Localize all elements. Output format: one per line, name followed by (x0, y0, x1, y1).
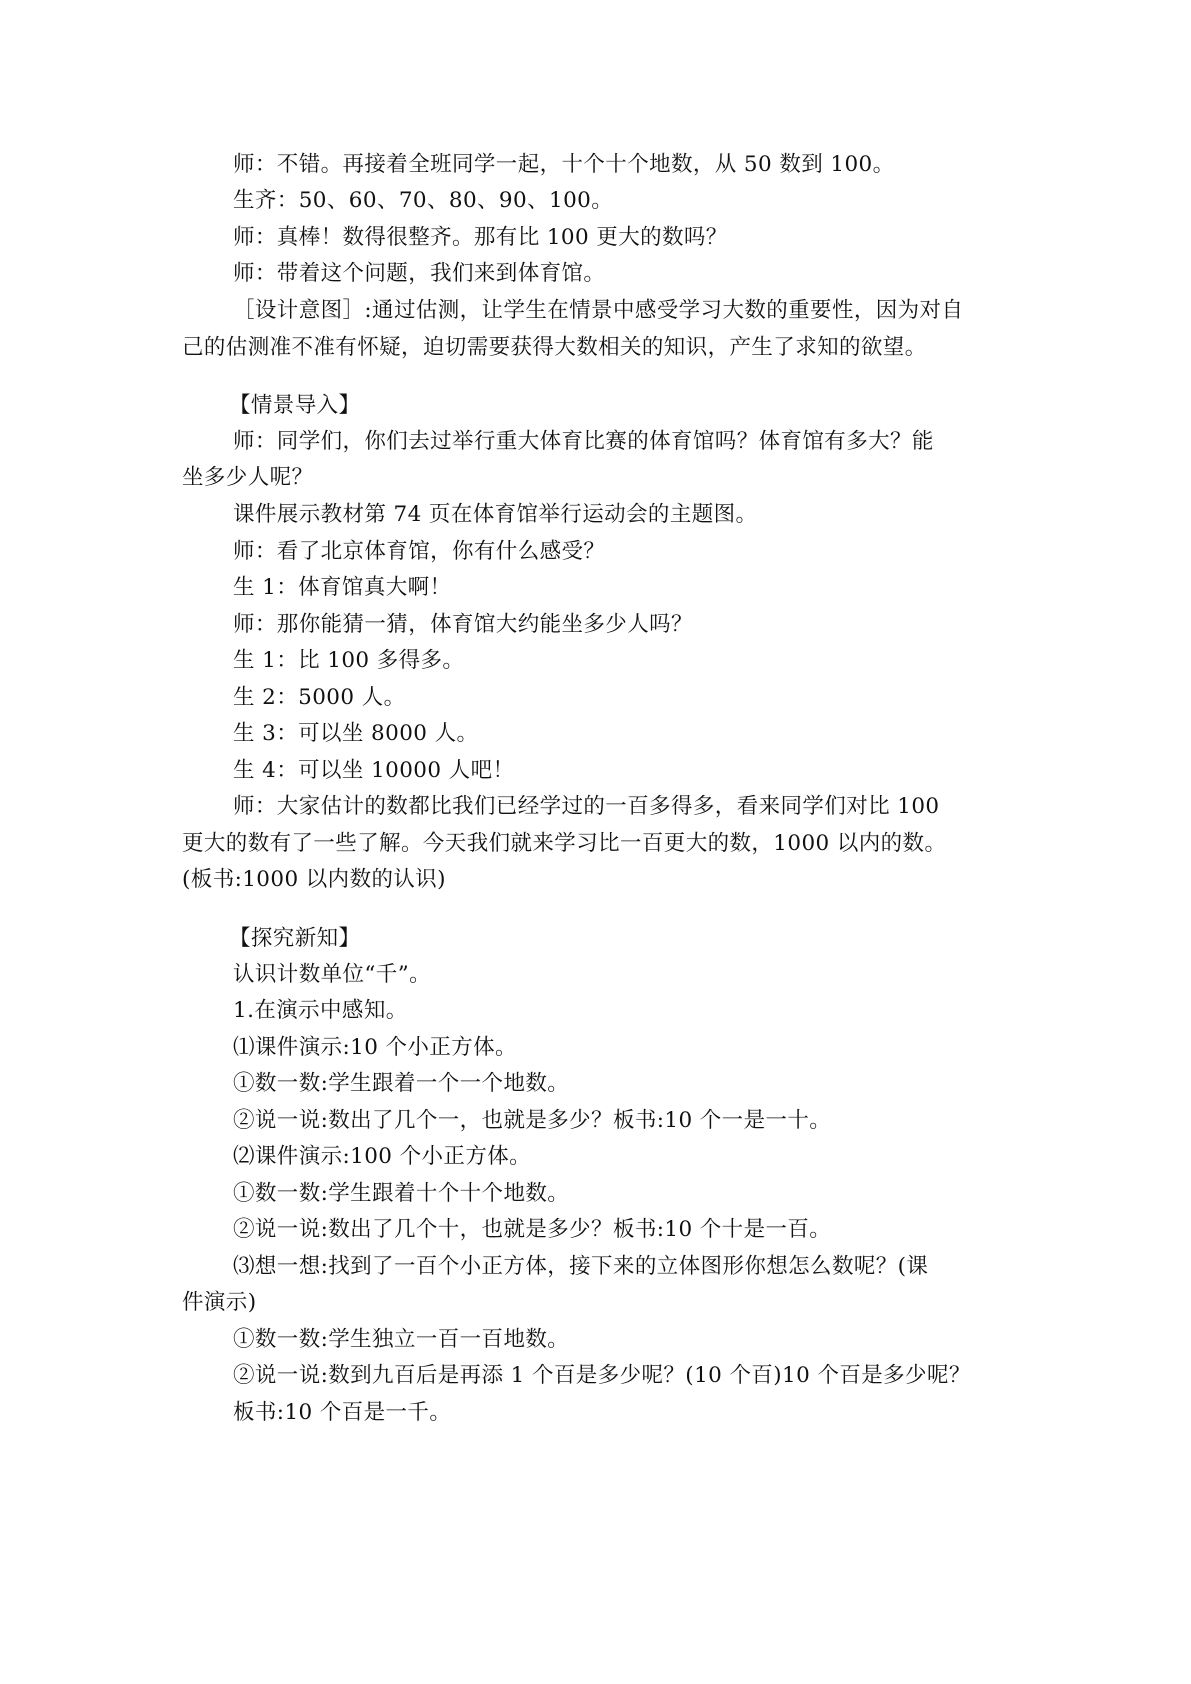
text-line: 师：那你能猜一猜，体育馆大约能坐多少人吗？ (233, 612, 693, 637)
text-line: 生 1：比 100 多得多。 (233, 648, 465, 673)
text-line: ②说一说:数出了几个十，也就是多少？板书:10 个十是一百。 (233, 1217, 832, 1242)
text-line: ①数一数:学生跟着十个十个地数。 (233, 1181, 570, 1206)
text-line: 生 3：可以坐 8000 人。 (233, 721, 479, 746)
text-line: 课件展示教材第 74 页在体育馆举行运动会的主题图。 (233, 502, 758, 527)
section-heading: 【情景导入】 (229, 393, 361, 418)
text-line: ②说一说:数出了几个一，也就是多少？板书:10 个一是一十。 (233, 1108, 832, 1133)
text-line: 师：大家估计的数都比我们已经学过的一百多得多，看来同学们对比 100 (233, 794, 940, 819)
text-line: 坐多少人呢？ (182, 465, 314, 490)
text-line: ①数一数:学生跟着一个一个地数。 (233, 1071, 570, 1096)
text-line: (板书:1000 以内数的认识) (182, 867, 446, 892)
text-line: 师：真棒！数得很整齐。那有比 100 更大的数吗？ (233, 225, 728, 250)
text-line: ②说一说:数到九百后是再添 1 个百是多少呢？(10 个百)10 个百是多少呢？ (233, 1363, 971, 1388)
text-line: ⑴课件演示:10 个小正方体。 (233, 1035, 517, 1060)
text-line: 认识计数单位“千”。 (233, 962, 431, 987)
text-line: 己的估测准不准有怀疑，迫切需要获得大数相关的知识，产生了求知的欲望。 (182, 335, 927, 360)
text-line: 师：看了北京体育馆，你有什么感受？ (233, 539, 606, 564)
text-line: 件演示) (182, 1290, 257, 1315)
text-line: ⑶想一想:找到了一百个小正方体，接下来的立体图形你想怎么数呢？(课 (233, 1254, 929, 1279)
text-line: ①数一数:学生独立一百一百地数。 (233, 1327, 570, 1352)
text-line: 生 1：体育馆真大啊！ (233, 575, 452, 600)
text-line: 生齐：50、60、70、80、90、100。 (233, 188, 614, 213)
text-line: ［设计意图］:通过估测，让学生在情景中感受学习大数的重要性，因为对自 (233, 298, 964, 323)
text-line: 板书:10 个百是一千。 (233, 1400, 452, 1425)
section-heading: 【探究新知】 (229, 926, 361, 951)
text-line: 更大的数有了一些了解。今天我们就来学习比一百更大的数，1000 以内的数。 (182, 831, 947, 856)
text-line: 生 4：可以坐 10000 人吧！ (233, 758, 515, 783)
text-line: 师：带着这个问题，我们来到体育馆。 (233, 261, 606, 286)
text-line: 生 2：5000 人。 (233, 685, 406, 710)
text-line: ⑵课件演示:100 个小正方体。 (233, 1144, 532, 1169)
text-line: 师：不错。再接着全班同学一起，十个十个地数，从 50 数到 100。 (233, 152, 895, 177)
text-line: 1.在演示中感知。 (233, 998, 408, 1023)
text-line: 师：同学们，你们去过举行重大体育比赛的体育馆吗？体育馆有多大？能 (233, 429, 934, 454)
